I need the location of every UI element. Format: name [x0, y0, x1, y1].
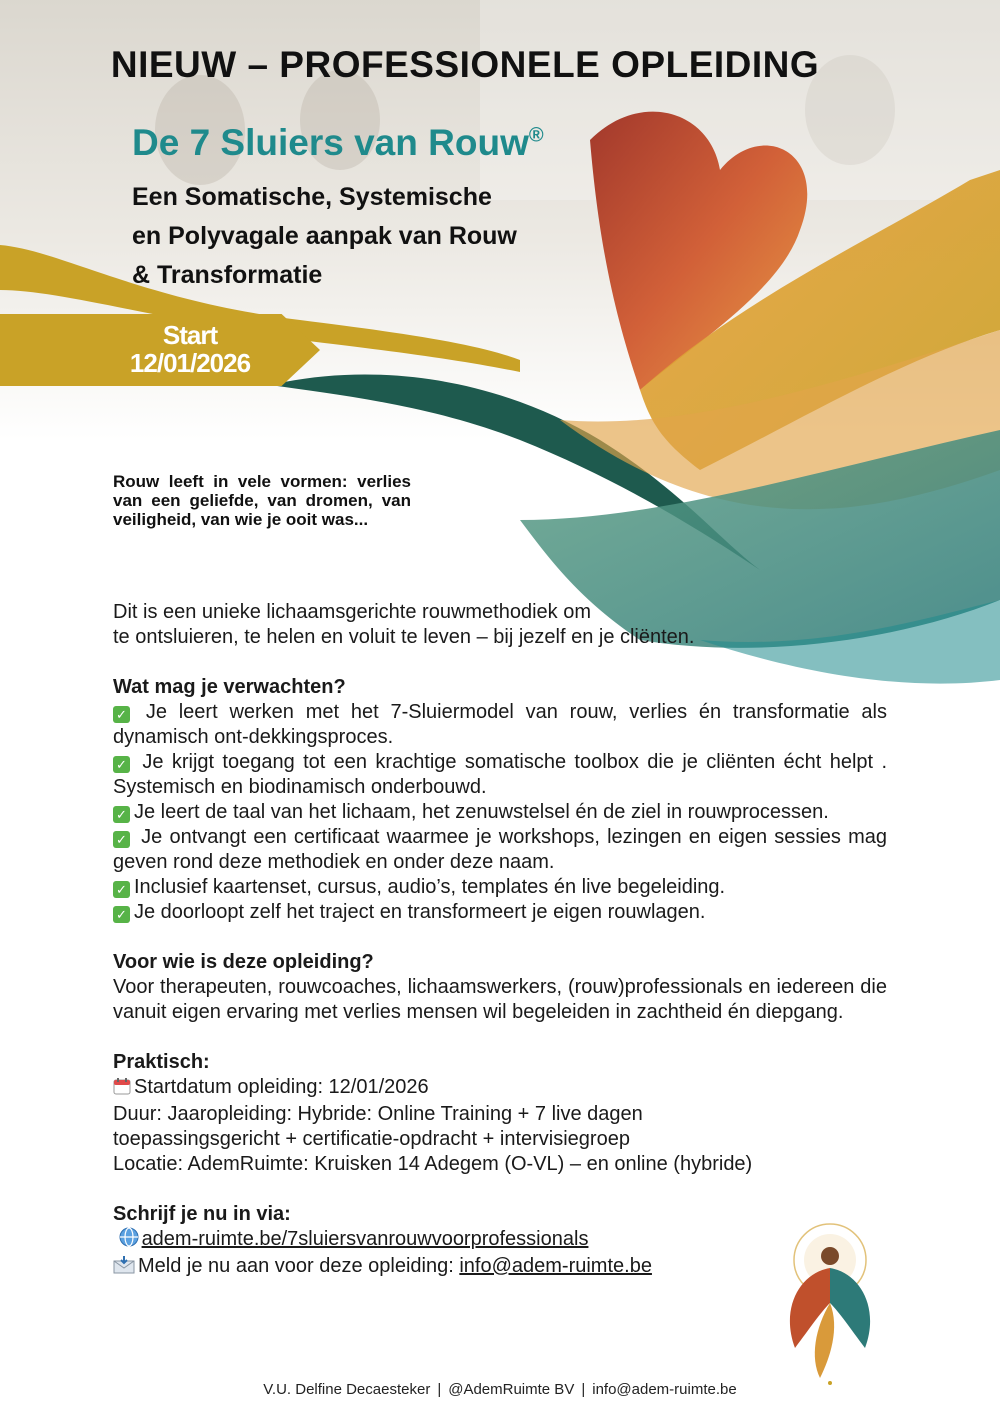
practical-startdate: [113, 1075, 887, 1102]
expectation-text: Je ontvangt een certificaat waarmee je workshops, lezingen en eigen sessies mag geven rond deze methodiek en onder deze naam.: [113, 826, 888, 873]
check-mark-icon: ✓: [113, 831, 130, 848]
footer-separator: |: [437, 1381, 442, 1398]
signup-title: Schrijf je nu in via:: [113, 1203, 291, 1225]
expectation-text: Je krijgt toegang tot een krachtige somatische toolbox die je cliënten écht helpt . Systemisch en biodinamisch onderbouwd.: [113, 751, 887, 798]
audience-text: Voor therapeuten, rouwcoaches, lichaamswerkers, (rouw)professionals en iedereen die vanuit eigen ervaring met verlies mensen wil begeleiden in zachtheid én diepgang.: [113, 976, 887, 1023]
signup-url-link[interactable]: adem-ruimte.be/7sluiersvanrouwvoorprofessionals: [141, 1228, 589, 1250]
expectation-item: [113, 700, 887, 750]
footer-separator: |: [581, 1381, 586, 1398]
practical-duration: toepassingsgericht + certificatie-opdracht + intervisiegroep: [113, 1128, 630, 1150]
top-heading: NIEUW – PROFESSIONELE OPLEIDING: [110, 44, 820, 85]
subtitle-line: Een Somatische, Systemische: [132, 183, 492, 211]
start-date-badge-text: [100, 321, 280, 377]
expectation-text: Je doorloopt zelf het traject en transformeert je eigen rouwlagen.: [134, 901, 706, 923]
expectation-item: [113, 800, 887, 825]
footer: [0, 1381, 1000, 1398]
start-date: 12/01/2026: [129, 348, 251, 378]
check-mark-icon: ✓: [113, 806, 130, 823]
course-title: [132, 122, 544, 164]
practical-duration: Duur: Jaaropleiding: Hybride: Online Training + 7 live dagen: [113, 1103, 643, 1125]
course-subtitle: [132, 178, 652, 295]
signup-email-link[interactable]: info@adem-ruimte.be: [459, 1255, 652, 1277]
check-mark-icon: ✓: [113, 881, 130, 898]
expectation-item: [113, 900, 887, 925]
practical-location: Locatie: AdemRuimte: Kruisken 14 Adegem (O-VL) – en online (hybride): [113, 1153, 753, 1175]
expectation-text: Je leert de taal van het lichaam, het zenuwstelsel én de ziel in rouwprocessen.: [134, 801, 829, 823]
expectation-item: [113, 750, 887, 800]
envelope-download-icon: [113, 1256, 135, 1281]
start-label: Start: [162, 320, 218, 350]
check-mark-icon: ✓: [113, 906, 130, 923]
expectation-text: Je leert werken met het 7-Sluiermodel van rouw, verlies én transformatie als dynamisch ont-dekkingsproces.: [113, 701, 887, 748]
expectation-item: [113, 875, 887, 900]
course-title-text: De 7 Sluiers van Rouw: [132, 122, 529, 163]
main-content: [113, 600, 887, 1281]
subtitle-line: en Polyvagale aanpak van Rouw: [132, 222, 517, 250]
expectation-text: Inclusief kaartenset, cursus, audio’s, templates én live begeleiding.: [134, 876, 726, 898]
intro-line: Dit is een unieke lichaamsgerichte rouwmethodiek om: [113, 601, 592, 623]
expectations-title: Wat mag je verwachten?: [113, 676, 346, 698]
intro-line: te ontsluieren, te helen en voluit te leven – bij jezelf en je cliënten.: [113, 626, 695, 648]
practical-startdate-text: Startdatum opleiding: 12/01/2026: [134, 1076, 429, 1098]
expectation-item: [113, 825, 887, 875]
calendar-icon: [113, 1077, 131, 1102]
globe-icon: [119, 1227, 139, 1254]
footer-vu: V.U. Delfine Decaesteker: [263, 1381, 431, 1398]
intro-quote: Rouw leeft in vele vormen: verlies van een geliefde, van dromen, van veiligheid, van wie je ooit was...: [113, 472, 411, 529]
practical-title: Praktisch:: [113, 1051, 210, 1073]
silk-figure-illustration: [740, 1218, 920, 1388]
footer-email[interactable]: info@adem-ruimte.be: [592, 1381, 737, 1398]
audience-title: Voor wie is deze opleiding?: [113, 951, 374, 973]
subtitle-line: & Transformatie: [132, 261, 323, 289]
signup-email-prefix: Meld je nu aan voor deze opleiding:: [138, 1255, 460, 1277]
check-mark-icon: ✓: [113, 706, 130, 723]
check-mark-icon: ✓: [113, 756, 130, 773]
trademark-symbol: ®: [528, 124, 544, 147]
footer-company: @AdemRuimte BV: [448, 1381, 575, 1398]
